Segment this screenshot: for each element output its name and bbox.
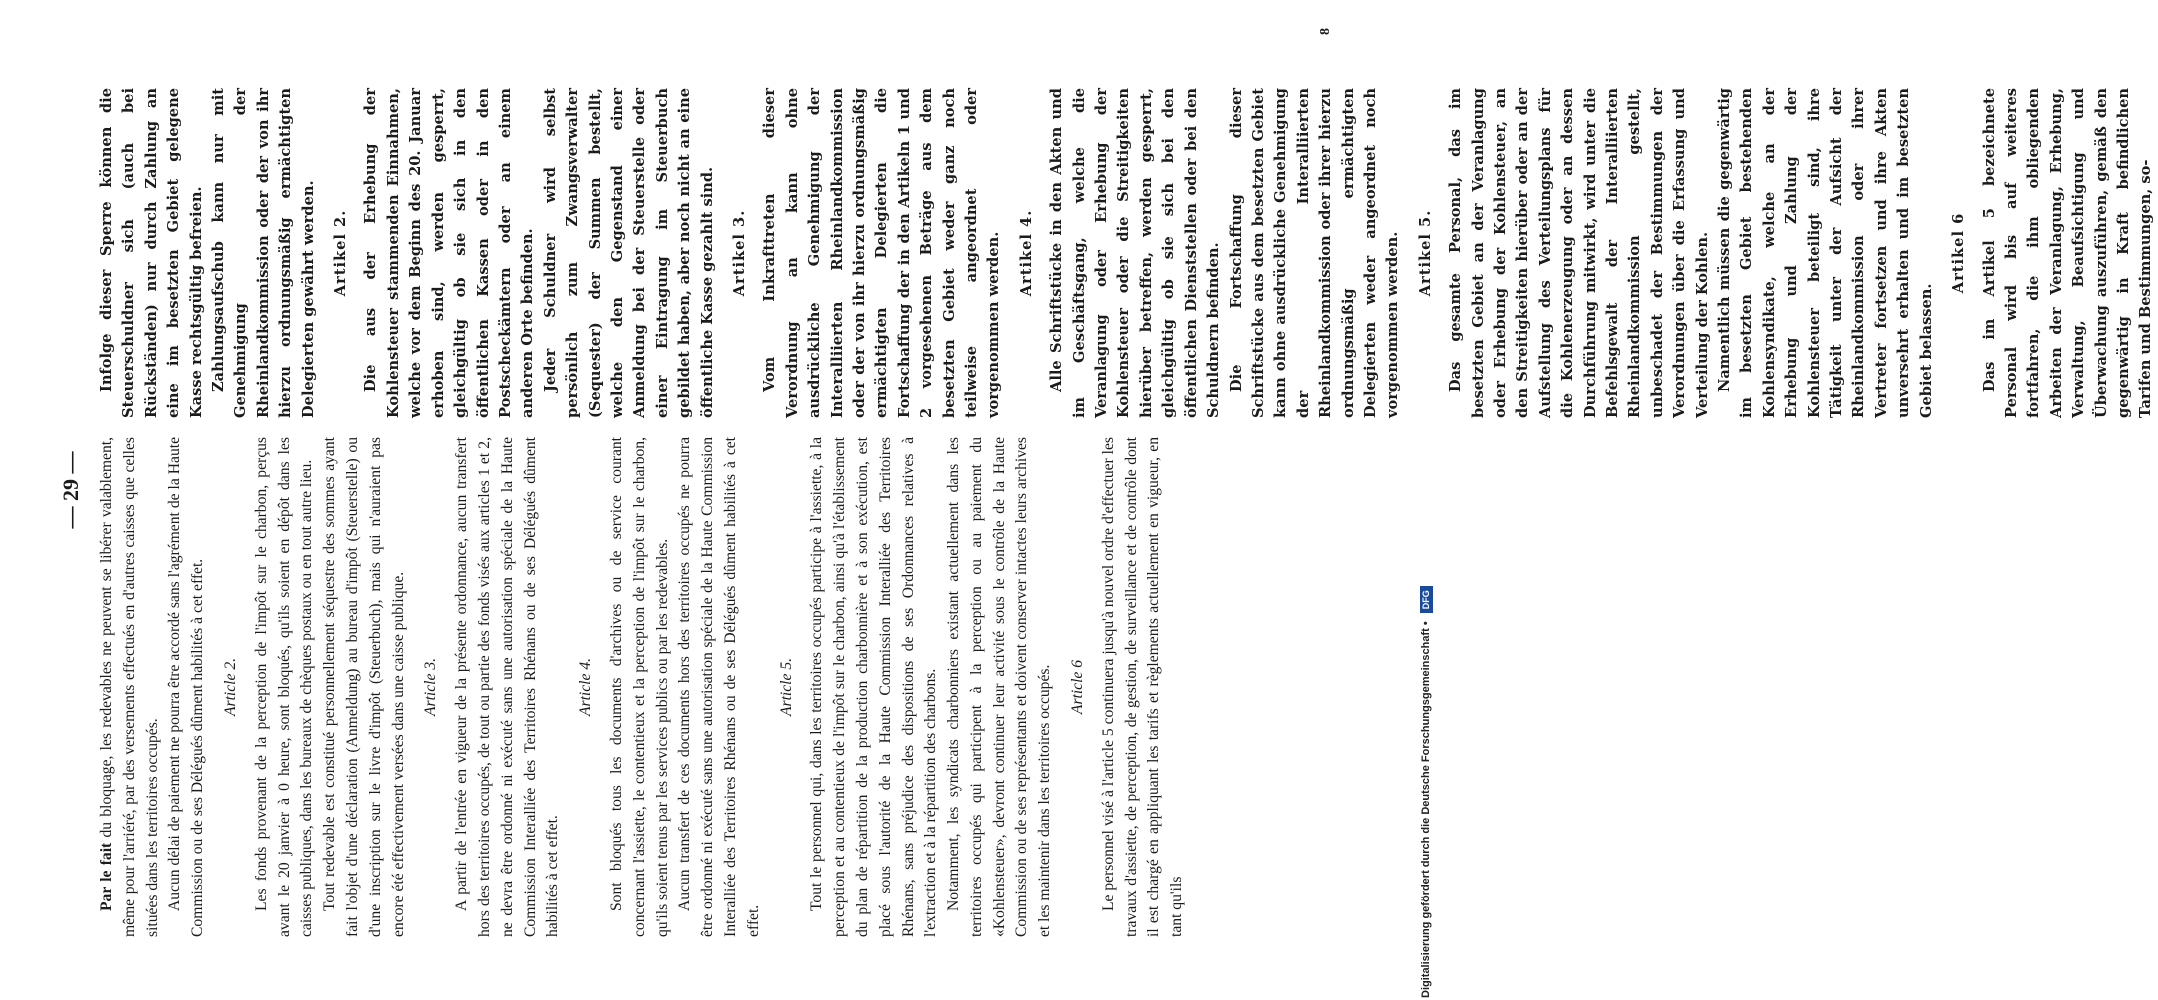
german-article-6-heading: Artikel 6 <box>1950 212 1968 294</box>
german-paragraph: Vom Inkrafttreten dieser Verordnung an kann ohne ausdrückliche Genehmigung der Interalliierten Rheinlandkommission oder der von ihr hierzu ordnungsmäßig ermächtigten Delegierten die Fortschaffung der in den Artikeln 1 und 2 vorgesehenen Beträge aus dem besetzten Gebiet weder ganz noch teilweise angeordnet oder vorgenommen werden. <box>761 88 1003 418</box>
french-article-4-heading: Article 4. <box>577 657 595 717</box>
french-paragraph: Aucun délai de paiement ne pourra être accordé sans l'agrément de la Haute Commission ou de ses Délégués dûment habilités à cet effet. <box>166 437 207 937</box>
french-paragraph-text: du bloquage, les redevables ne peuvent se libérer valablement, même pour l'arriéré, par des versements effectués en d'autres caisses que celles situées dans les territoires occupés. <box>98 437 161 937</box>
german-article-4-heading: Artikel 4. <box>1017 209 1035 297</box>
french-paragraph: Notamment, les syndicats charbonniers existant actuellement dans les territoires occupés qui participent à la perception ou au paiement du «Kohlensteuer», devront continuer leur activité sous le contrôle de la Haute Commission ou de ses représentants et doivent conserver intactes leurs archives et les maintenir dans les territoires occupés. <box>945 437 1054 937</box>
french-paragraph: Tout le personnel qui, dans les territoires occupés participe à l'assiette, à la perception et au contentieux de l'impôt sur le charbon, ainsi qu'à l'établissement du plan de répartition de la production charbonnière et à son exécution, est placé sous l'autorité de la Haute Commission Interalliée des Territoires Rhénans, sans préjudice des dispositions de ses Ordonnances relatives à l'extraction et à la répartition des charbons. <box>808 437 940 937</box>
french-paragraph: Les fonds provenant de la perception de l'impôt sur le charbon, perçus avant le 20 janvier à 0 heure, sont bloqués, qu'ils soient en dépôt dans les caisses publiques, dans les bureaux de chèques postaux ou en tout autre lieu. <box>252 437 316 937</box>
french-paragraph: Tout redevable est constitué personnellement séquestre des sommes ayant fait l'objet d'une déclaration (Anmeldung) au bureau d'impôt (Steuerstelle) ou d'une inscription sur le livre d'impôt (Steuerbuch), mais qui n'auraient pas encore été effectivement versées dans une caisse publique. <box>321 437 407 937</box>
german-paragraph: Jeder Schuldner wird selbst persönlich zum Zwangsverwalter (Sequester) der Summen bestellt, welche den Gegenstand einer Anmeldung bei der Steuerstelle oder einer Eintragung im Steuerbuch gebildet haben, aber noch nicht an eine öffentliche Kasse gezahlt sind. <box>541 88 716 418</box>
german-paragraph: Zahlungsaufschub kann nur mit Genehmigung der Rheinlandkommission oder der von ihr hierzu ordnungsmäßig ermächtigten Delegierten gewährt werden. <box>210 88 317 418</box>
credit-text: Digitalisierung gefördert durch die Deutsche Forschungsgemeinschaft • <box>1420 621 1432 998</box>
french-paragraph: Sont bloqués tous les documents d'archives ou de service courant concernant l'assiette, le contentieux et la perception de l'impôt sur le charbon, qu'ils soient tenus par les services publics ou par les redevables. <box>607 437 671 937</box>
dfg-logo: DFG <box>1420 586 1433 613</box>
french-lead-words: Par le fait <box>98 842 115 911</box>
german-paragraph: Infolge dieser Sperre können die Steuerschuldner sich (auch bei Rückständen) nur durch Zahlung an eine im besetzten Gebiet gelegene Kasse rechtsgültig befreien. <box>98 88 205 418</box>
german-paragraph: Das im Artikel 5 bezeichnete Personal wird bis auf weiteres fortfahren, die ihm obliegenden Arbeiten der Veranlagung, Erhebung, Verwaltung, Beaufsichtigung und Überwachung auszuführen, gemäß den gegenwärtig in Kraft befindlichen Tarifen und Bestimmungen, so- <box>1980 88 2155 418</box>
french-article-5-heading: Article 5. <box>777 657 795 717</box>
german-paragraph: Namentlich müssen die gegenwärtig im besetzten Gebiet bestehenden Kohlensyndikate, welche an der Erhebung und Zahlung der Kohlensteuer beteiligt sind, ihre Tätigkeit unter der Aufsicht der Rheinlandkommission oder ihrer Vertreter fortsetzen und ihre Akten unversehrt erhalten und im besetzten Gebiet belassen. <box>1716 88 1935 418</box>
german-article-5-heading: Artikel 5. <box>1416 209 1434 297</box>
digitization-credit <box>1418 8 1434 998</box>
french-article-6-heading: Article 6 <box>1069 659 1087 715</box>
german-column <box>96 88 2158 418</box>
french-paragraph: Le personnel visé à l'article 5 continuera jusqu'à nouvel ordre d'effectuer les travaux d'assiette, de perception, de gestion, de surveillance et de contrôle dont il est chargé en appliquant les tarifs et règlements actuellement en vigueur, en tant qu'ils <box>1099 437 1186 937</box>
french-article-2-heading: Article 2. <box>221 657 239 717</box>
french-paragraph: Aucun transfert de ces documents hors des territoires occupés ne pourra être ordonné ni exécuté sans une autorisation spéciale de la Haute Commission Interalliée des Territoires Rhénans ou de ses Délégués dûment habilités à cet effet. <box>676 437 762 937</box>
german-article-2-heading: Artikel 2. <box>332 209 350 297</box>
german-paragraph: Alle Schriftstücke in den Akten und im Geschäftsgang, welche die Veranlagung oder Erhebung der Kohlensteuer oder die Streitigkeiten hierüber betreffen, werden gesperrt, gleichgültig ob sie sich bei den öffentlichen Dienststellen oder bei den Schuldnern befinden. <box>1048 88 1223 418</box>
german-article-3-heading: Artikel 3. <box>730 209 748 297</box>
french-paragraph: A partir de l'entrée en vigueur de la présente ordonnance, aucun transfert hors des territoires occupés, de tout ou partie des fonds visés aux articles 1 et 2, ne devra être ordonné ni exécuté sans une autorisation spéciale de la Haute Commission Interalliée des Territoires Rhénans ou de ses Délégués dûment habilités à cet effet. <box>453 437 562 937</box>
german-paragraph: Das gesamte Personal, das im besetzten Gebiet an der Veranlagung oder Erhebung der Kohlensteuer, an den Streitigkeiten hierüber oder an der Aufstellung des Verteilungsplans für die Kohlenerzeugung oder an dessen Durchführung mitwirkt, wird unter die Befehlsgewalt der Interalliierten Rheinlandkommission gestellt, unbeschadet der Bestimmungen der Verordnungen über die Erfassung und Verteilung der Kohlen. <box>1447 88 1711 418</box>
german-paragraph: Die aus der Erhebung der Kohlensteuer stammenden Einnahmen, welche vor dem Beginn des 20. Januar erhoben sind, werden gesperrt, gleichgültig ob sie sich in den öffentlichen Kassen oder in den Postscheckämtern oder an einem anderen Orte befinden. <box>362 88 537 418</box>
german-paragraph: Die Fortschaffung dieser Schriftstücke aus dem besetzten Gebiet kann ohne ausdrückliche Genehmigung der Interalliierten Rheinlandkommission oder ihrer hierzu ordnungsmäßig ermächtigten Delegierten weder angeordnet noch vorgenommen werden. <box>1227 88 1402 418</box>
french-article-3-heading: Article 3. <box>422 657 440 717</box>
signature-mark: 8 <box>1318 28 1333 35</box>
french-column <box>96 437 1189 937</box>
french-paragraph <box>96 437 164 937</box>
page-number: — 29 — <box>58 451 83 529</box>
